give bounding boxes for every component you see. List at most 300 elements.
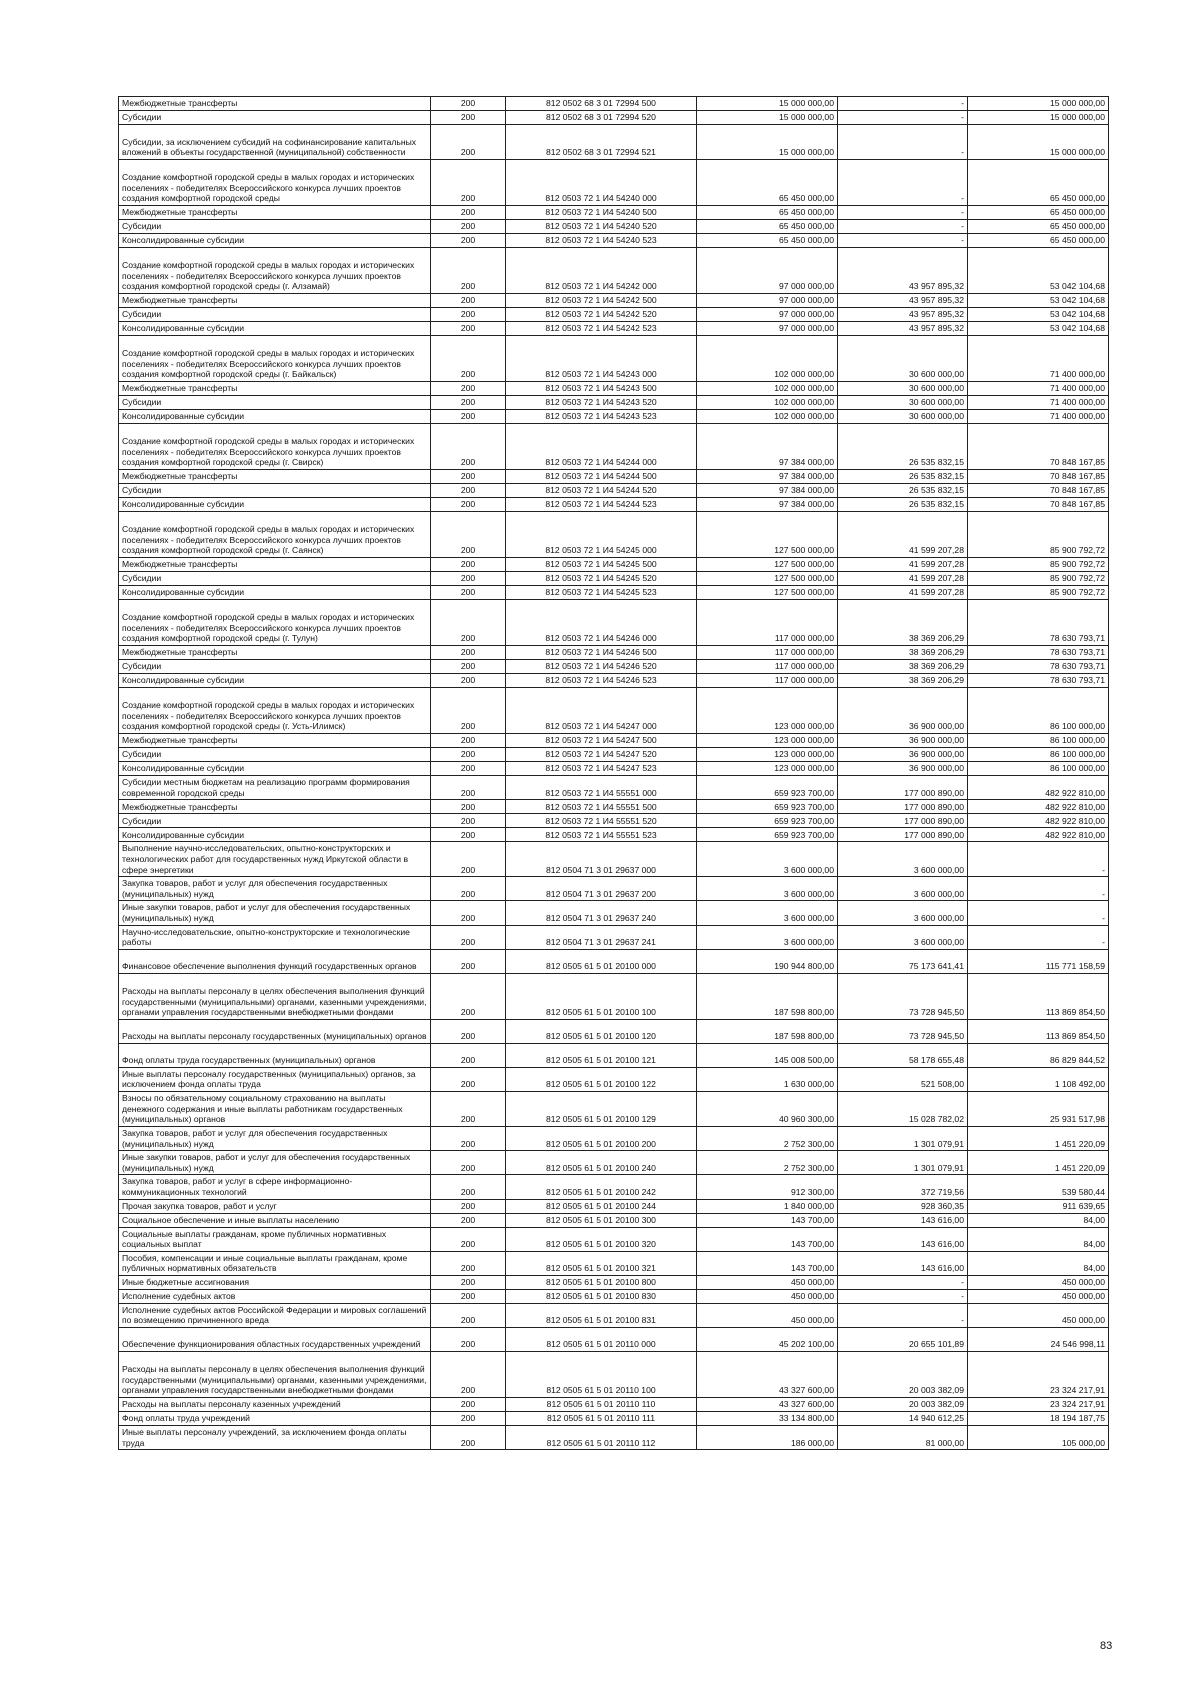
column-code-cell: 200 (431, 1275, 506, 1289)
item-name-cell: Создание комфортной городской среды в малых городах и исторических поселениях - победителях Всероссийского конкурса лучших проектов создания комфортной городской среды (г. Саянск) (119, 512, 431, 558)
unexecuted-amount-cell: 84,00 (968, 1213, 1109, 1227)
approved-amount-cell: 450 000,00 (697, 1275, 838, 1289)
budget-classification-code-cell: 812 0503 72 1 И4 54243 500 (506, 382, 697, 396)
column-code-cell: 200 (431, 111, 506, 125)
budget-table-body (119, 97, 1109, 1450)
table-row (119, 762, 1109, 776)
column-code-cell: 200 (431, 1019, 506, 1043)
executed-amount-cell: 43 957 895,32 (838, 294, 968, 308)
table-row (119, 572, 1109, 586)
column-code-cell: 200 (431, 382, 506, 396)
executed-amount-cell: 26 535 832,15 (838, 424, 968, 470)
budget-classification-code-cell: 812 0503 72 1 И4 55551 523 (506, 828, 697, 842)
item-name-cell: Иные закупки товаров, работ и услуг для обеспечения государственных (муниципальных) нужд (119, 901, 431, 925)
approved-amount-cell: 40 960 300,00 (697, 1091, 838, 1126)
unexecuted-amount-cell: 450 000,00 (968, 1289, 1109, 1303)
budget-classification-code-cell: 812 0503 72 1 И4 54246 523 (506, 674, 697, 688)
approved-amount-cell: 117 000 000,00 (697, 600, 838, 646)
item-name-cell: Субсидии местным бюджетам на реализацию программ формирования современной городской среды (119, 776, 431, 800)
executed-amount-cell: 177 000 890,00 (838, 828, 968, 842)
approved-amount-cell: 117 000 000,00 (697, 674, 838, 688)
unexecuted-amount-cell: 85 900 792,72 (968, 586, 1109, 600)
table-row (119, 234, 1109, 248)
unexecuted-amount-cell: 23 324 217,91 (968, 1398, 1109, 1412)
table-row (119, 1352, 1109, 1398)
budget-classification-code-cell: 812 0505 61 5 01 20100 321 (506, 1251, 697, 1275)
item-name-cell: Фонд оплаты труда государственных (муниципальных) органов (119, 1043, 431, 1067)
table-row (119, 470, 1109, 484)
column-code-cell: 200 (431, 1227, 506, 1251)
executed-amount-cell: 58 178 655,48 (838, 1043, 968, 1067)
item-name-cell: Научно-исследовательские, опытно-конструкторские и технологические работы (119, 925, 431, 949)
item-name-cell: Консолидированные субсидии (119, 586, 431, 600)
item-name-cell: Создание комфортной городской среды в малых городах и исторических поселениях - победителях Всероссийского конкурса лучших проектов создания комфортной городской среды (119, 160, 431, 206)
executed-amount-cell: - (838, 1289, 968, 1303)
column-code-cell: 200 (431, 734, 506, 748)
table-row (119, 1275, 1109, 1289)
table-row (119, 558, 1109, 572)
column-code-cell: 200 (431, 160, 506, 206)
budget-classification-code-cell: 812 0503 72 1 И4 54247 523 (506, 762, 697, 776)
budget-classification-code-cell: 812 0503 72 1 И4 54242 000 (506, 248, 697, 294)
column-code-cell: 200 (431, 1352, 506, 1398)
column-code-cell: 200 (431, 660, 506, 674)
column-code-cell: 200 (431, 220, 506, 234)
unexecuted-amount-cell: 482 922 810,00 (968, 814, 1109, 828)
executed-amount-cell: 38 369 206,29 (838, 646, 968, 660)
executed-amount-cell: 75 173 641,41 (838, 949, 968, 973)
unexecuted-amount-cell: 25 931 517,98 (968, 1091, 1109, 1126)
executed-amount-cell: 1 301 079,91 (838, 1151, 968, 1175)
unexecuted-amount-cell: 70 848 167,85 (968, 498, 1109, 512)
column-code-cell: 200 (431, 234, 506, 248)
column-code-cell: 200 (431, 294, 506, 308)
executed-amount-cell: 30 600 000,00 (838, 336, 968, 382)
budget-classification-code-cell: 812 0504 71 3 01 29637 200 (506, 877, 697, 901)
table-row (119, 646, 1109, 660)
executed-amount-cell: 177 000 890,00 (838, 814, 968, 828)
column-code-cell: 200 (431, 396, 506, 410)
budget-classification-code-cell: 812 0505 61 5 01 20100 244 (506, 1199, 697, 1213)
item-name-cell: Иные закупки товаров, работ и услуг для обеспечения государственных (муниципальных) нужд (119, 1151, 431, 1175)
budget-classification-code-cell: 812 0503 72 1 И4 54247 520 (506, 748, 697, 762)
item-name-cell: Консолидированные субсидии (119, 410, 431, 424)
executed-amount-cell: 143 616,00 (838, 1213, 968, 1227)
column-code-cell: 200 (431, 748, 506, 762)
table-row (119, 600, 1109, 646)
column-code-cell: 200 (431, 336, 506, 382)
item-name-cell: Закупка товаров, работ и услуг для обеспечения государственных (муниципальных) нужд (119, 877, 431, 901)
table-row (119, 1043, 1109, 1067)
executed-amount-cell: - (838, 1275, 968, 1289)
approved-amount-cell: 3 600 000,00 (697, 901, 838, 925)
executed-amount-cell: 177 000 890,00 (838, 800, 968, 814)
unexecuted-amount-cell: 78 630 793,71 (968, 600, 1109, 646)
unexecuted-amount-cell: 78 630 793,71 (968, 674, 1109, 688)
column-code-cell: 200 (431, 1328, 506, 1352)
item-name-cell: Межбюджетные трансферты (119, 206, 431, 220)
item-name-cell: Расходы на выплаты персоналу казенных учреждений (119, 1398, 431, 1412)
budget-classification-code-cell: 812 0503 72 1 И4 54243 520 (506, 396, 697, 410)
budget-classification-code-cell: 812 0503 72 1 И4 54245 523 (506, 586, 697, 600)
executed-amount-cell: - (838, 125, 968, 160)
table-row (119, 776, 1109, 800)
executed-amount-cell: 41 599 207,28 (838, 572, 968, 586)
item-name-cell: Выполнение научно-исследовательских, опытно-конструкторских и технологических работ для государственных нужд Иркутской области в сфере энергетики (119, 842, 431, 877)
table-row (119, 125, 1109, 160)
item-name-cell: Исполнение судебных актов Российской Федерации и мировых соглашений по возмещению причиненного вреда (119, 1303, 431, 1327)
table-row (119, 382, 1109, 396)
unexecuted-amount-cell: 85 900 792,72 (968, 572, 1109, 586)
approved-amount-cell: 3 600 000,00 (697, 877, 838, 901)
unexecuted-amount-cell: 482 922 810,00 (968, 776, 1109, 800)
item-name-cell: Расходы на выплаты персоналу в целях обеспечения выполнения функций государственными (муниципальными) органами, казенными учреждениями, органами управления государственными внебюджетными фондами (119, 1352, 431, 1398)
column-code-cell: 200 (431, 1067, 506, 1091)
table-row (119, 1213, 1109, 1227)
table-row (119, 484, 1109, 498)
table-row (119, 1175, 1109, 1199)
column-code-cell: 200 (431, 1151, 506, 1175)
column-code-cell: 200 (431, 674, 506, 688)
approved-amount-cell: 43 327 600,00 (697, 1352, 838, 1398)
item-name-cell: Субсидии (119, 748, 431, 762)
column-code-cell: 200 (431, 1091, 506, 1126)
column-code-cell: 200 (431, 424, 506, 470)
unexecuted-amount-cell: 24 546 998,11 (968, 1328, 1109, 1352)
budget-classification-code-cell: 812 0505 61 5 01 20100 320 (506, 1227, 697, 1251)
executed-amount-cell: 372 719,56 (838, 1175, 968, 1199)
unexecuted-amount-cell: 78 630 793,71 (968, 660, 1109, 674)
executed-amount-cell: 20 003 382,09 (838, 1398, 968, 1412)
budget-classification-code-cell: 812 0505 61 5 01 20100 129 (506, 1091, 697, 1126)
executed-amount-cell: 3 600 000,00 (838, 925, 968, 949)
budget-classification-code-cell: 812 0503 72 1 И4 54247 500 (506, 734, 697, 748)
approved-amount-cell: 3 600 000,00 (697, 925, 838, 949)
table-row (119, 1067, 1109, 1091)
budget-classification-code-cell: 812 0505 61 5 01 20100 100 (506, 973, 697, 1019)
approved-amount-cell: 65 450 000,00 (697, 220, 838, 234)
budget-classification-code-cell: 812 0503 72 1 И4 54245 500 (506, 558, 697, 572)
column-code-cell: 200 (431, 1043, 506, 1067)
unexecuted-amount-cell: 482 922 810,00 (968, 800, 1109, 814)
approved-amount-cell: 15 000 000,00 (697, 111, 838, 125)
budget-classification-code-cell: 812 0503 72 1 И4 54245 000 (506, 512, 697, 558)
budget-classification-code-cell: 812 0503 72 1 И4 54242 500 (506, 294, 697, 308)
executed-amount-cell: 3 600 000,00 (838, 901, 968, 925)
unexecuted-amount-cell: 86 100 000,00 (968, 688, 1109, 734)
item-name-cell: Консолидированные субсидии (119, 234, 431, 248)
executed-amount-cell: 43 957 895,32 (838, 322, 968, 336)
column-code-cell: 200 (431, 125, 506, 160)
column-code-cell: 200 (431, 842, 506, 877)
unexecuted-amount-cell: 105 000,00 (968, 1426, 1109, 1450)
item-name-cell: Прочая закупка товаров, работ и услуг (119, 1199, 431, 1213)
unexecuted-amount-cell: - (968, 877, 1109, 901)
executed-amount-cell: 73 728 945,50 (838, 973, 968, 1019)
table-row (119, 1303, 1109, 1327)
item-name-cell: Субсидии (119, 572, 431, 586)
column-code-cell: 200 (431, 1213, 506, 1227)
table-row (119, 97, 1109, 111)
approved-amount-cell: 97 384 000,00 (697, 484, 838, 498)
item-name-cell: Создание комфортной городской среды в малых городах и исторических поселениях - победителях Всероссийского конкурса лучших проектов создания комфортной городской среды (г. Алзамай) (119, 248, 431, 294)
budget-classification-code-cell: 812 0503 72 1 И4 54247 000 (506, 688, 697, 734)
approved-amount-cell: 97 384 000,00 (697, 498, 838, 512)
executed-amount-cell: 38 369 206,29 (838, 600, 968, 646)
budget-classification-code-cell: 812 0503 72 1 И4 55551 000 (506, 776, 697, 800)
table-row (119, 1398, 1109, 1412)
column-code-cell: 200 (431, 973, 506, 1019)
approved-amount-cell: 2 752 300,00 (697, 1126, 838, 1150)
budget-classification-code-cell: 812 0503 72 1 И4 54240 000 (506, 160, 697, 206)
approved-amount-cell: 123 000 000,00 (697, 734, 838, 748)
item-name-cell: Исполнение судебных актов (119, 1289, 431, 1303)
column-code-cell: 200 (431, 1303, 506, 1327)
column-code-cell: 200 (431, 1412, 506, 1426)
approved-amount-cell: 102 000 000,00 (697, 396, 838, 410)
unexecuted-amount-cell: - (968, 842, 1109, 877)
approved-amount-cell: 127 500 000,00 (697, 558, 838, 572)
unexecuted-amount-cell: 65 450 000,00 (968, 234, 1109, 248)
column-code-cell: 200 (431, 814, 506, 828)
unexecuted-amount-cell: 1 108 492,00 (968, 1067, 1109, 1091)
table-row (119, 248, 1109, 294)
unexecuted-amount-cell: - (968, 901, 1109, 925)
approved-amount-cell: 43 327 600,00 (697, 1398, 838, 1412)
table-row (119, 748, 1109, 762)
approved-amount-cell: 117 000 000,00 (697, 646, 838, 660)
table-row (119, 1227, 1109, 1251)
item-name-cell: Закупка товаров, работ и услуг для обеспечения государственных (муниципальных) нужд (119, 1126, 431, 1150)
executed-amount-cell: 38 369 206,29 (838, 660, 968, 674)
executed-amount-cell: 30 600 000,00 (838, 396, 968, 410)
item-name-cell: Расходы на выплаты персоналу в целях обеспечения выполнения функций государственными (муниципальными) органами, казенными учреждениями, органами управления государственными внебюджетными фондами (119, 973, 431, 1019)
column-code-cell: 200 (431, 1126, 506, 1150)
approved-amount-cell: 97 000 000,00 (697, 308, 838, 322)
budget-classification-code-cell: 812 0503 72 1 И4 54245 520 (506, 572, 697, 586)
column-code-cell: 200 (431, 1175, 506, 1199)
column-code-cell: 200 (431, 688, 506, 734)
unexecuted-amount-cell: - (968, 925, 1109, 949)
item-name-cell: Финансовое обеспечение выполнения функций государственных органов (119, 949, 431, 973)
executed-amount-cell: - (838, 234, 968, 248)
column-code-cell: 200 (431, 1199, 506, 1213)
executed-amount-cell: 38 369 206,29 (838, 674, 968, 688)
table-row (119, 814, 1109, 828)
budget-classification-code-cell: 812 0503 72 1 И4 54246 000 (506, 600, 697, 646)
budget-classification-code-cell: 812 0503 72 1 И4 54246 500 (506, 646, 697, 660)
item-name-cell: Закупка товаров, работ и услуг в сфере информационно-коммуникационных технологий (119, 1175, 431, 1199)
item-name-cell: Межбюджетные трансферты (119, 734, 431, 748)
budget-classification-code-cell: 812 0503 72 1 И4 54244 500 (506, 470, 697, 484)
column-code-cell: 200 (431, 572, 506, 586)
column-code-cell: 200 (431, 925, 506, 949)
approved-amount-cell: 15 000 000,00 (697, 125, 838, 160)
column-code-cell: 200 (431, 776, 506, 800)
unexecuted-amount-cell: 450 000,00 (968, 1303, 1109, 1327)
unexecuted-amount-cell: 911 639,65 (968, 1199, 1109, 1213)
approved-amount-cell: 45 202 100,00 (697, 1328, 838, 1352)
unexecuted-amount-cell: 85 900 792,72 (968, 512, 1109, 558)
table-row (119, 901, 1109, 925)
approved-amount-cell: 117 000 000,00 (697, 660, 838, 674)
approved-amount-cell: 187 598 800,00 (697, 1019, 838, 1043)
table-row (119, 877, 1109, 901)
executed-amount-cell: 521 508,00 (838, 1067, 968, 1091)
unexecuted-amount-cell: 70 848 167,85 (968, 484, 1109, 498)
executed-amount-cell: 14 940 612,25 (838, 1412, 968, 1426)
executed-amount-cell: - (838, 160, 968, 206)
table-row (119, 674, 1109, 688)
unexecuted-amount-cell: 1 451 220,09 (968, 1126, 1109, 1150)
executed-amount-cell: 143 616,00 (838, 1251, 968, 1275)
column-code-cell: 200 (431, 828, 506, 842)
approved-amount-cell: 97 000 000,00 (697, 294, 838, 308)
executed-amount-cell: 1 301 079,91 (838, 1126, 968, 1150)
table-row (119, 294, 1109, 308)
approved-amount-cell: 187 598 800,00 (697, 973, 838, 1019)
unexecuted-amount-cell: 86 100 000,00 (968, 748, 1109, 762)
budget-classification-code-cell: 812 0503 72 1 И4 54243 523 (506, 410, 697, 424)
approved-amount-cell: 97 000 000,00 (697, 322, 838, 336)
column-code-cell: 200 (431, 1398, 506, 1412)
approved-amount-cell: 97 384 000,00 (697, 424, 838, 470)
unexecuted-amount-cell: 71 400 000,00 (968, 336, 1109, 382)
unexecuted-amount-cell: 1 451 220,09 (968, 1151, 1109, 1175)
column-code-cell: 200 (431, 762, 506, 776)
budget-classification-code-cell: 812 0505 61 5 01 20100 122 (506, 1067, 697, 1091)
unexecuted-amount-cell: 85 900 792,72 (968, 558, 1109, 572)
table-row (119, 586, 1109, 600)
unexecuted-amount-cell: 15 000 000,00 (968, 125, 1109, 160)
column-code-cell: 200 (431, 877, 506, 901)
unexecuted-amount-cell: 15 000 000,00 (968, 97, 1109, 111)
table-row (119, 160, 1109, 206)
table-row (119, 206, 1109, 220)
approved-amount-cell: 123 000 000,00 (697, 748, 838, 762)
budget-classification-code-cell: 812 0505 61 5 01 20100 831 (506, 1303, 697, 1327)
item-name-cell: Консолидированные субсидии (119, 498, 431, 512)
unexecuted-amount-cell: 71 400 000,00 (968, 382, 1109, 396)
column-code-cell: 200 (431, 646, 506, 660)
column-code-cell: 200 (431, 586, 506, 600)
unexecuted-amount-cell: 86 100 000,00 (968, 762, 1109, 776)
column-code-cell: 200 (431, 512, 506, 558)
approved-amount-cell: 450 000,00 (697, 1303, 838, 1327)
approved-amount-cell: 15 000 000,00 (697, 97, 838, 111)
column-code-cell: 200 (431, 248, 506, 294)
unexecuted-amount-cell: 15 000 000,00 (968, 111, 1109, 125)
column-code-cell: 200 (431, 1251, 506, 1275)
budget-classification-code-cell: 812 0505 61 5 01 20110 111 (506, 1412, 697, 1426)
column-code-cell: 200 (431, 410, 506, 424)
executed-amount-cell: 36 900 000,00 (838, 748, 968, 762)
executed-amount-cell: 73 728 945,50 (838, 1019, 968, 1043)
item-name-cell: Расходы на выплаты персоналу государственных (муниципальных) органов (119, 1019, 431, 1043)
item-name-cell: Обеспечение функционирования областных государственных учреждений (119, 1328, 431, 1352)
column-code-cell: 200 (431, 498, 506, 512)
executed-amount-cell: 26 535 832,15 (838, 470, 968, 484)
budget-classification-code-cell: 812 0503 72 1 И4 54246 520 (506, 660, 697, 674)
table-row (119, 973, 1109, 1019)
column-code-cell: 200 (431, 97, 506, 111)
approved-amount-cell: 65 450 000,00 (697, 234, 838, 248)
unexecuted-amount-cell: 113 869 854,50 (968, 1019, 1109, 1043)
approved-amount-cell: 145 008 500,00 (697, 1043, 838, 1067)
approved-amount-cell: 143 700,00 (697, 1227, 838, 1251)
table-row (119, 800, 1109, 814)
executed-amount-cell: - (838, 97, 968, 111)
unexecuted-amount-cell: 18 194 187,75 (968, 1412, 1109, 1426)
budget-classification-code-cell: 812 0505 61 5 01 20110 112 (506, 1426, 697, 1450)
item-name-cell: Субсидии (119, 814, 431, 828)
item-name-cell: Социальное обеспечение и иные выплаты населению (119, 1213, 431, 1227)
approved-amount-cell: 97 000 000,00 (697, 248, 838, 294)
executed-amount-cell: 143 616,00 (838, 1227, 968, 1251)
item-name-cell: Межбюджетные трансферты (119, 646, 431, 660)
item-name-cell: Консолидированные субсидии (119, 674, 431, 688)
table-row (119, 308, 1109, 322)
item-name-cell: Консолидированные субсидии (119, 828, 431, 842)
unexecuted-amount-cell: 71 400 000,00 (968, 396, 1109, 410)
item-name-cell: Межбюджетные трансферты (119, 382, 431, 396)
approved-amount-cell: 65 450 000,00 (697, 206, 838, 220)
item-name-cell: Субсидии (119, 396, 431, 410)
unexecuted-amount-cell: 65 450 000,00 (968, 220, 1109, 234)
approved-amount-cell: 33 134 800,00 (697, 1412, 838, 1426)
table-row (119, 660, 1109, 674)
budget-classification-code-cell: 812 0505 61 5 01 20100 200 (506, 1126, 697, 1150)
unexecuted-amount-cell: 450 000,00 (968, 1275, 1109, 1289)
executed-amount-cell: 36 900 000,00 (838, 734, 968, 748)
approved-amount-cell: 127 500 000,00 (697, 512, 838, 558)
unexecuted-amount-cell: 65 450 000,00 (968, 160, 1109, 206)
item-name-cell: Консолидированные субсидии (119, 322, 431, 336)
approved-amount-cell: 102 000 000,00 (697, 336, 838, 382)
item-name-cell: Субсидии (119, 308, 431, 322)
item-name-cell: Создание комфортной городской среды в малых городах и исторических поселениях - победителях Всероссийского конкурса лучших проектов создания комфортной городской среды (г. Тулун) (119, 600, 431, 646)
budget-classification-code-cell: 812 0504 71 3 01 29637 240 (506, 901, 697, 925)
budget-classification-code-cell: 812 0505 61 5 01 20100 242 (506, 1175, 697, 1199)
table-row (119, 842, 1109, 877)
column-code-cell: 200 (431, 484, 506, 498)
item-name-cell: Субсидии (119, 220, 431, 234)
table-row (119, 688, 1109, 734)
page-number: 83 (1100, 1640, 1113, 1652)
approved-amount-cell: 102 000 000,00 (697, 382, 838, 396)
approved-amount-cell: 65 450 000,00 (697, 160, 838, 206)
unexecuted-amount-cell: 53 042 104,68 (968, 308, 1109, 322)
unexecuted-amount-cell: 86 829 844,52 (968, 1043, 1109, 1067)
column-code-cell: 200 (431, 322, 506, 336)
unexecuted-amount-cell: 70 848 167,85 (968, 424, 1109, 470)
approved-amount-cell: 659 923 700,00 (697, 814, 838, 828)
item-name-cell: Субсидии (119, 660, 431, 674)
item-name-cell: Межбюджетные трансферты (119, 558, 431, 572)
budget-classification-code-cell: 812 0505 61 5 01 20110 100 (506, 1352, 697, 1398)
executed-amount-cell: - (838, 220, 968, 234)
approved-amount-cell: 123 000 000,00 (697, 762, 838, 776)
unexecuted-amount-cell: 53 042 104,68 (968, 294, 1109, 308)
budget-classification-code-cell: 812 0505 61 5 01 20110 000 (506, 1328, 697, 1352)
executed-amount-cell: 36 900 000,00 (838, 762, 968, 776)
table-row (119, 828, 1109, 842)
approved-amount-cell: 143 700,00 (697, 1251, 838, 1275)
table-row (119, 1289, 1109, 1303)
executed-amount-cell: 20 655 101,89 (838, 1328, 968, 1352)
approved-amount-cell: 3 600 000,00 (697, 842, 838, 877)
approved-amount-cell: 127 500 000,00 (697, 586, 838, 600)
